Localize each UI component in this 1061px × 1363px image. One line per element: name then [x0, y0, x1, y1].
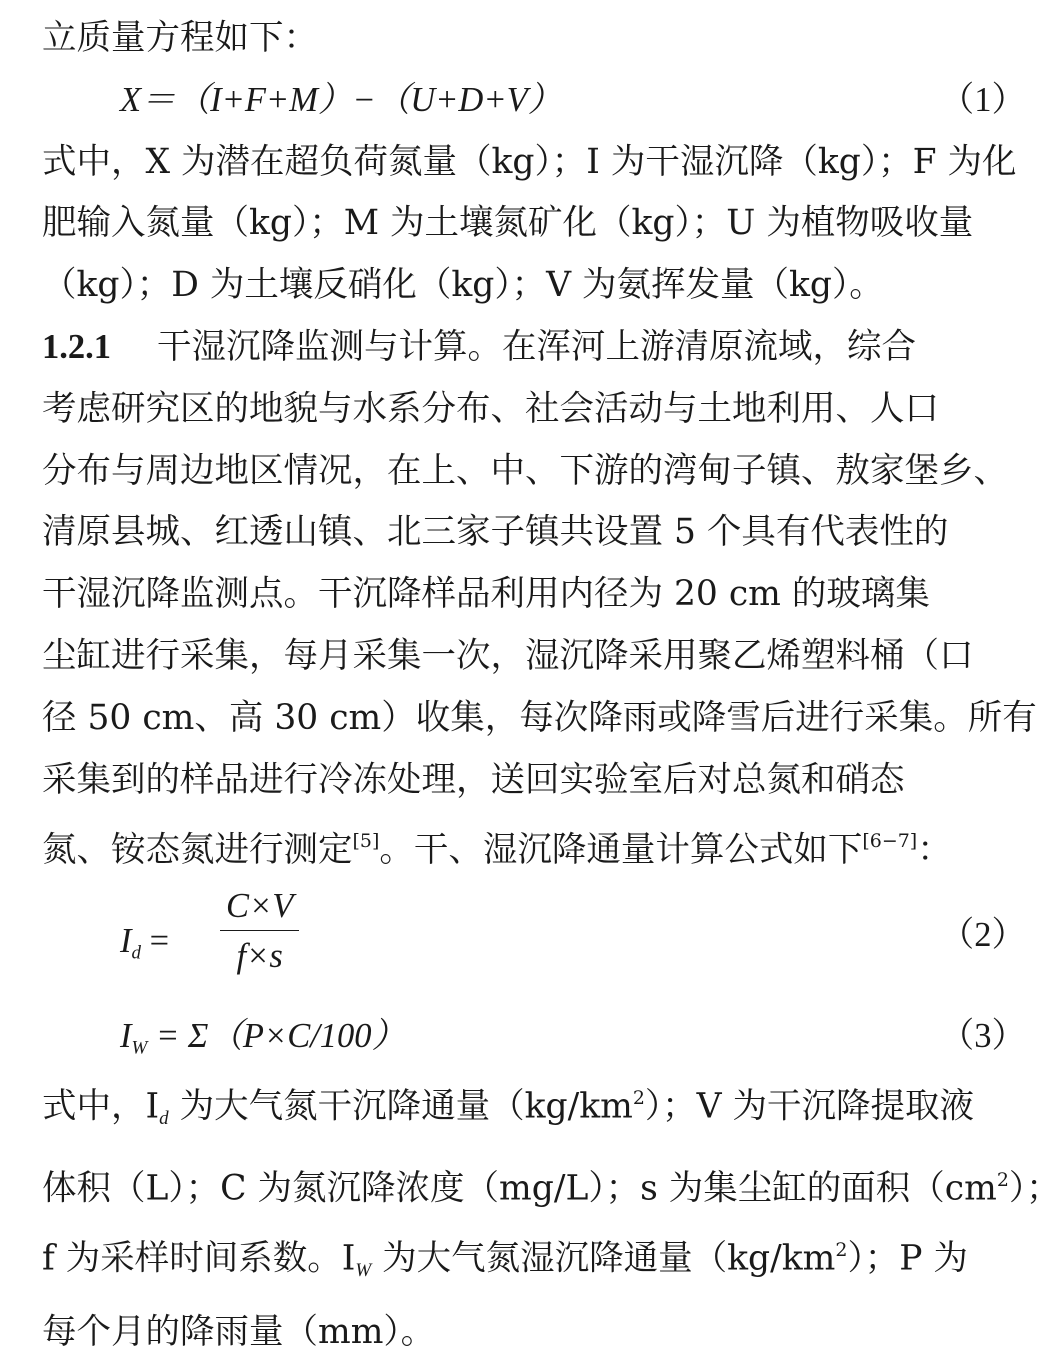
equation-1 [42, 70, 1026, 132]
text-segment: 。干、湿沉降通量计算公式如下 [379, 830, 863, 871]
equation-1-body: X＝（I+F+M）−（U+D+V） [120, 80, 563, 119]
text-line: 尘缸进行采集，每月采集一次，湿沉降采用聚乙烯塑料桶（口 [42, 635, 974, 676]
section-number: 1.2.1 [42, 327, 111, 366]
equation-2-denominator: f×s [236, 937, 283, 976]
text-line: （kg）；D 为土壤反硝化（kg）；V 为氨挥发量（kg）。 [42, 265, 884, 306]
text-segment: 氮、铵态氮进行测定 [42, 830, 353, 871]
paragraph-variables-2 [42, 1068, 1061, 1363]
citation-6-7: [6−7] [862, 830, 918, 853]
text-line: 式中，X 为潜在超负荷氮量（kg）；I 为干湿沉降（kg）；F 为化 [42, 141, 1017, 182]
paragraph-intro [42, 8, 1026, 70]
text-line [42, 811, 1026, 882]
text-line: 肥输入氮量（kg）；M 为土壤氮矿化（kg）；U 为植物吸收量 [42, 203, 974, 244]
equation-2-fraction [220, 882, 299, 981]
section-heading-text: 干湿沉降监测与计算。在浑河上游清原流域，综合 [157, 326, 916, 367]
equation-1-number: （1） [939, 80, 1026, 119]
equation-3-number: （3） [939, 1017, 1026, 1056]
text-line: 立质量方程如下： [42, 18, 318, 58]
text-segment: ： [917, 830, 952, 871]
equation-2-numerator: C×V [220, 882, 299, 931]
equation-2-number: （2） [939, 916, 1026, 955]
text-line: 每个月的降雨量（mm）。 [42, 1311, 436, 1352]
text-line: 清原县城、红透山镇、北三家子镇共设置 5 个具有代表性的 [42, 512, 949, 553]
equation-3 [42, 1006, 1026, 1068]
paragraph-section-1-2-1 [42, 317, 1037, 882]
text-line: 采集到的样品进行冷冻处理，送回实验室后对总氮和硝态 [42, 759, 905, 800]
equation-2-lhs: $I_d$ = [120, 922, 170, 965]
equation-3-body: $I_W = \Sigma(P\times C/100)$ [120, 1017, 407, 1060]
text-line: f 为采样时间系数。$I_W$ 为大气氮湿沉降通量$(kg/km^2)$；P 为 [42, 1238, 968, 1281]
text-line: 式中，$I_d$ 为大气氮干沉降通量$(kg/km^2)$；V 为干沉降提取液 [42, 1086, 975, 1130]
paragraph-variables-1 [42, 132, 1026, 317]
text-line: 分布与周边地区情况，在上、中、下游的湾甸子镇、敖家堡乡、 [42, 450, 1008, 491]
citation-5: [5] [352, 830, 380, 853]
text-line: 考虑研究区的地貌与水系分布、社会活动与土地利用、人口 [42, 388, 939, 429]
equation-2 [42, 882, 1026, 1006]
text-line [42, 317, 1026, 379]
text-line: 径 50 cm、高 30 cm）收集，每次降雨或降雪后进行采集。所有 [42, 697, 1037, 738]
text-line: 干湿沉降监测点。干沉降样品利用内径为 20 cm 的玻璃集 [42, 574, 930, 615]
text-line: 体积（L）；C 为氮沉降浓度（mg/L）；s 为集尘缸的面积$(cm^2)$； [42, 1168, 1061, 1209]
